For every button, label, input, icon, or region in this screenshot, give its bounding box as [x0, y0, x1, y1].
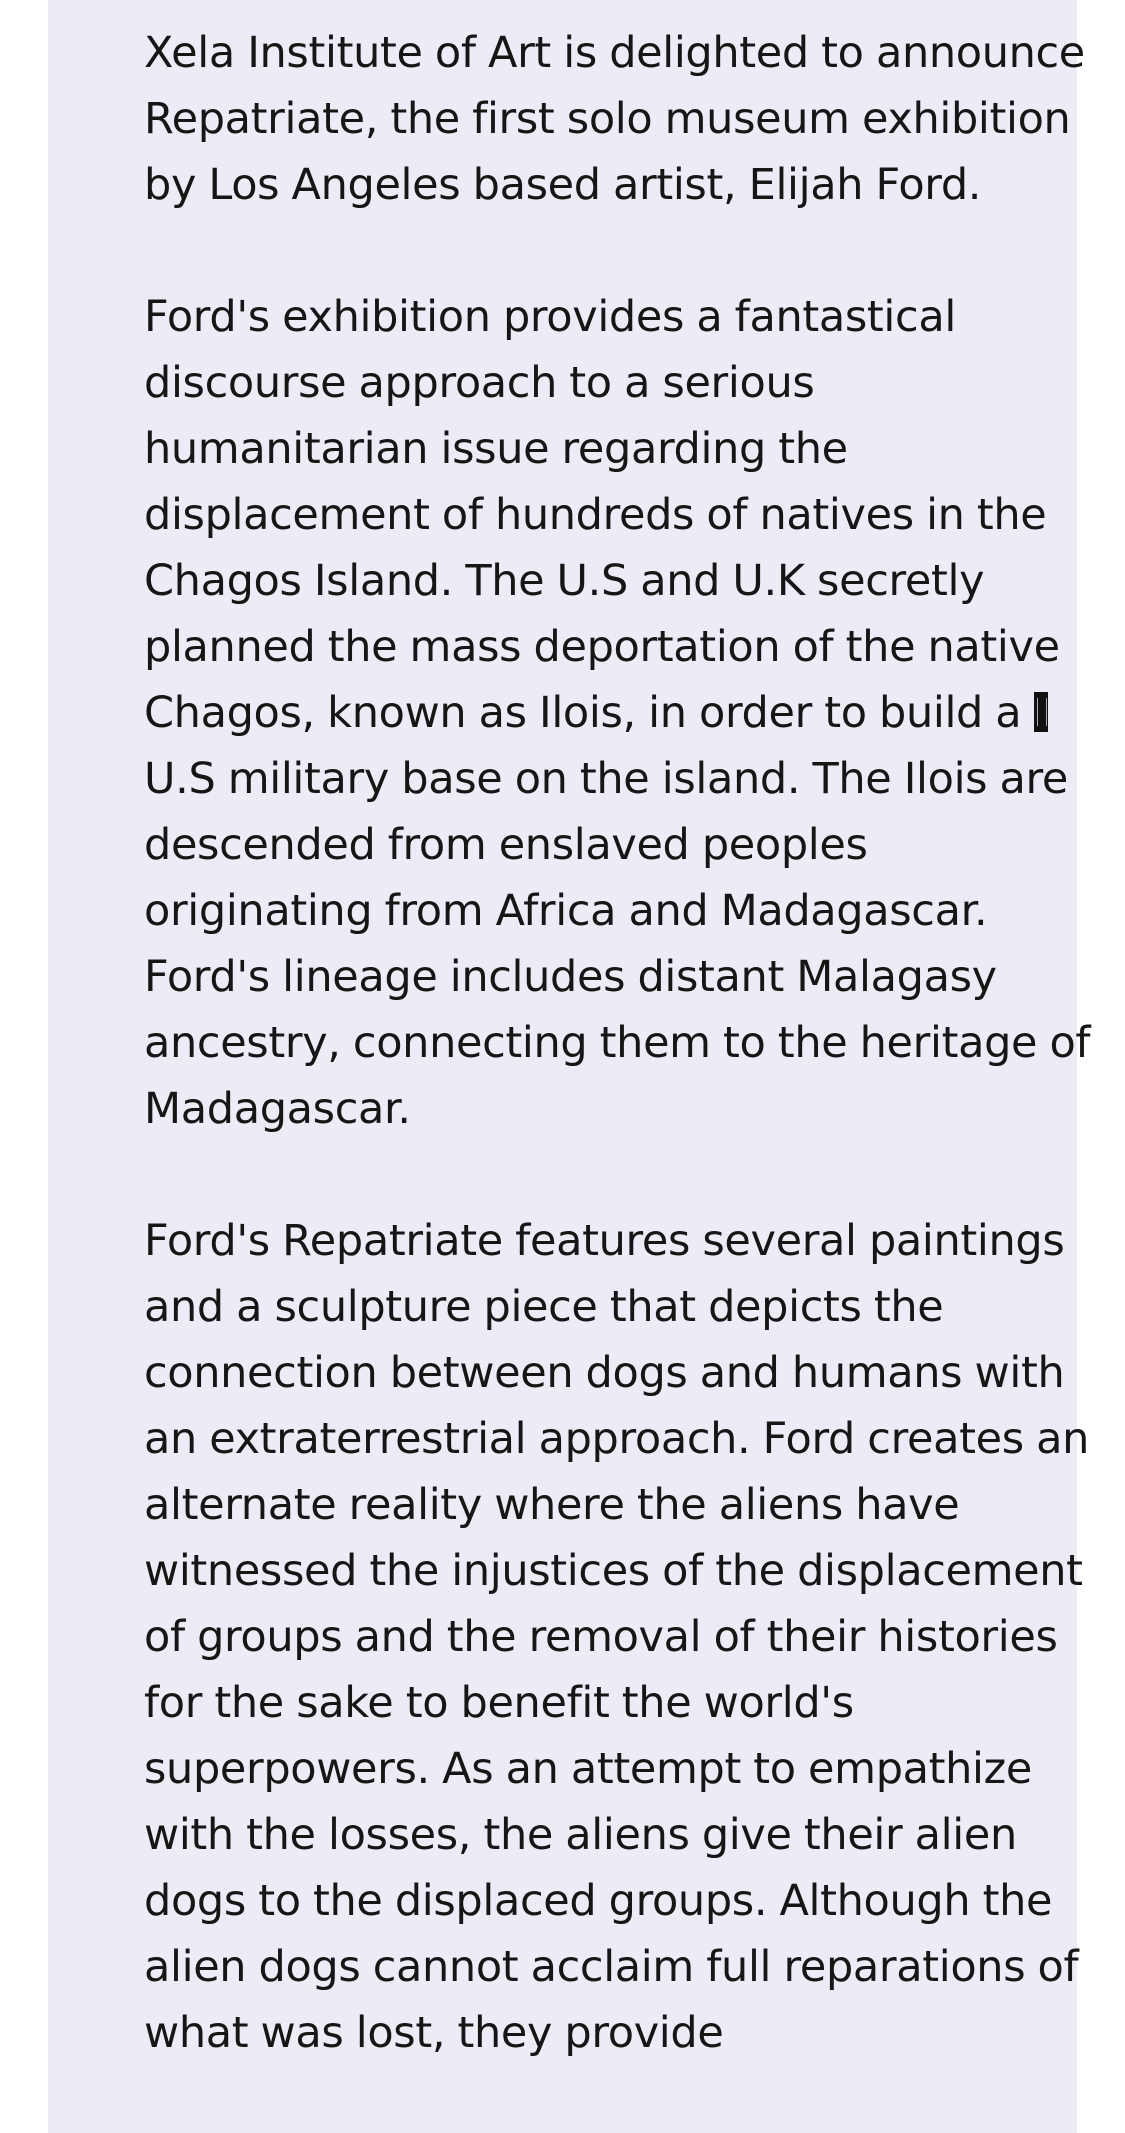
context-paragraph-end: U.S military base on the island. The Ilois are descended from enslaved peoples originating from Africa and Madagascar. Ford's lineage includes distant Malagasy ancestry, connecting them to the heritage of Madagascar.	[144, 754, 1091, 1134]
exhibition-article	[144, 20, 1104, 2132]
intro-paragraph: Xela Institute of Art is delighted to announce Repatriate, the first solo museum exhibition by Los Angeles based artist, Elijah Ford.	[144, 28, 1085, 210]
context-paragraph-start: Ford's exhibition provides a fantastical discourse approach to a serious humanitarian issue regarding the displacement of hundreds of natives in the Chagos Island. The U.S and U.K secretly planned the mass deportation of the native Chagos, known as Ilois, in order to build a	[144, 292, 1060, 738]
context-paragraph	[144, 284, 1104, 1142]
article-content-panel	[48, 0, 1091, 2133]
exhibition-description-paragraph: Ford's Repatriate features several paintings and a sculpture piece that depicts the connection between dogs and humans with an extraterrestrial approach. Ford creates an alternate reality where the aliens have witnessed the injustices of the displacement of groups and the removal of their histories for the sake to benefit the world's superpowers. As an attempt to empathize with the losses, the aliens give their alien dogs to the displaced groups. Although the alien dogs cannot acclaim full reparations of what was lost, they provide	[144, 1216, 1089, 2058]
small-vertical-image-icon	[1034, 692, 1048, 732]
